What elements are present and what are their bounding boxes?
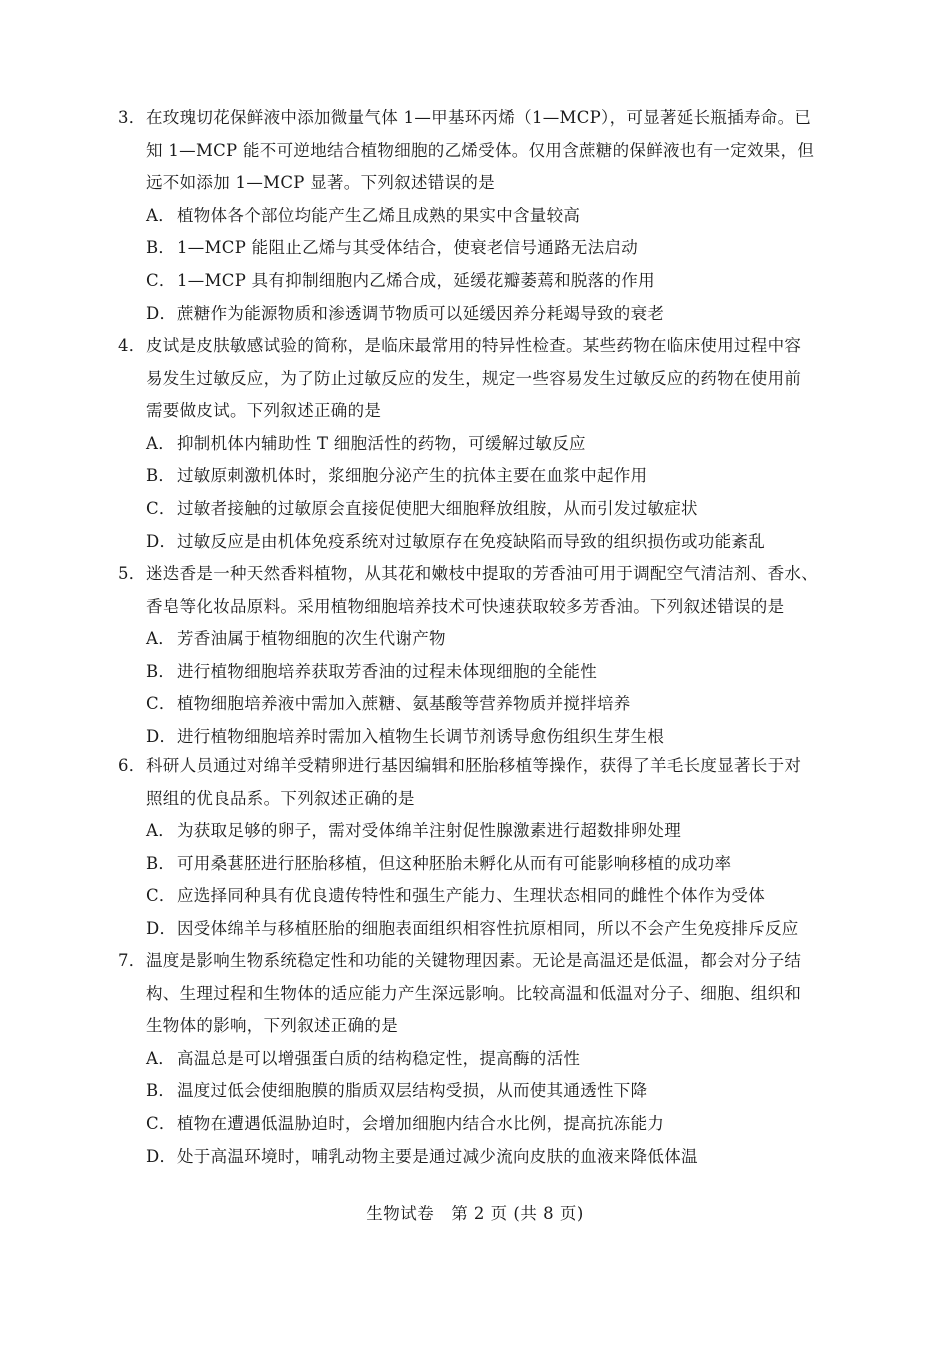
option-label: D． — [146, 918, 177, 938]
question-stem-line: 生物体的影响，下列叙述正确的是 — [146, 1016, 398, 1036]
option-label: A． — [146, 629, 176, 649]
option-label: C． — [146, 270, 176, 290]
option-text: 过敏原刺激机体时，浆细胞分泌产生的抗体主要在血浆中起作用 — [177, 466, 648, 486]
page-footer: 生物试卷 第 2 页 (共 8 页) — [366, 1204, 584, 1223]
option-text: 为获取足够的卵子，需对受体绵羊注射促性腺激素进行超数排卵处理 — [177, 821, 681, 841]
option-a — [118, 428, 838, 461]
option-label: C． — [146, 886, 176, 906]
stem-text: 科研人员通过对绵羊受精卵进行基因编辑和胚胎移植等操作，获得了羊毛长度显著长于对 — [146, 756, 802, 775]
option-b — [118, 656, 838, 689]
option-text: 过敏者接触的过敏原会直接促使肥大细胞释放组胺，从而引发过敏症状 — [177, 498, 698, 518]
option-label: A． — [146, 205, 176, 225]
option-a — [118, 815, 838, 848]
option-c — [118, 1108, 838, 1141]
option-text: 因受体绵羊与移植胚胎的细胞表面组织相容性抗原相同，所以不会产生免疫排斥反应 — [177, 918, 799, 938]
question-3 — [118, 102, 838, 330]
option-label: B． — [146, 238, 176, 258]
question-4 — [118, 330, 838, 558]
option-label: B． — [146, 1081, 176, 1101]
question-stem-line — [118, 750, 838, 783]
option-label: C． — [146, 498, 176, 518]
question-stem-line — [118, 102, 838, 135]
question-6 — [118, 750, 838, 946]
option-d — [118, 721, 838, 754]
option-label: B． — [146, 661, 176, 681]
option-text: 蔗糖作为能源物质和渗透调节物质可以延缓因养分耗竭导致的衰老 — [177, 303, 665, 323]
option-label: D． — [146, 1146, 177, 1166]
option-text: 过敏反应是由机体免疫系统对过敏原存在免疫缺陷而导致的组织损伤或功能紊乱 — [177, 531, 765, 551]
option-label: C． — [146, 1113, 176, 1133]
option-b — [118, 460, 838, 493]
option-text: 应选择同种具有优良遗传特性和强生产能力、生理状态相同的雌性个体作为受体 — [177, 886, 765, 906]
question-stem-line: 知 1—MCP 能不可逆地结合植物细胞的乙烯受体。仅用含蔗糖的保鲜液也有一定效果，但 — [146, 140, 815, 160]
question-stem-line: 远不如添加 1—MCP 显著。下列叙述错误的是 — [146, 173, 496, 193]
option-label: A． — [146, 821, 176, 841]
question-stem-line — [118, 558, 838, 591]
question-number: 4． — [118, 336, 146, 355]
option-text: 1—MCP 能阻止乙烯与其受体结合，使衰老信号通路无法启动 — [177, 238, 639, 258]
question-5 — [118, 558, 838, 754]
option-b — [118, 232, 838, 265]
option-b — [118, 1075, 838, 1108]
option-text: 温度过低会使细胞膜的脂质双层结构受损，从而使其通透性下降 — [177, 1081, 648, 1101]
option-c — [118, 493, 838, 526]
option-c — [118, 880, 838, 913]
question-stem-line: 香皂等化妆品原料。采用植物细胞培养技术可快速获取较多芳香油。下列叙述错误的是 — [146, 596, 785, 616]
option-text: 处于高温环境时，哺乳动物主要是通过减少流向皮肤的血液来降低体温 — [177, 1146, 698, 1166]
option-label: C． — [146, 694, 176, 714]
option-text: 植物在遭遇低温胁迫时，会增加细胞内结合水比例，提高抗冻能力 — [177, 1113, 665, 1133]
option-text: 植物细胞培养液中需加入蔗糖、氨基酸等营养物质并搅拌培养 — [177, 694, 631, 714]
option-b — [118, 848, 838, 881]
option-text: 高温总是可以增强蛋白质的结构稳定性，提高酶的活性 — [177, 1048, 581, 1068]
option-label: A． — [146, 1048, 176, 1068]
question-stem-line: 照组的优良品系。下列叙述正确的是 — [146, 788, 415, 808]
stem-text: 皮试是皮肤敏感试验的简称，是临床最常用的特异性检查。某些药物在临床使用过程中容 — [146, 336, 802, 355]
option-a — [118, 623, 838, 656]
option-text: 植物体各个部位均能产生乙烯且成熟的果实中含量较高 — [177, 205, 581, 225]
question-number: 6． — [118, 756, 146, 775]
question-number: 5． — [118, 564, 146, 583]
question-number: 3． — [118, 108, 146, 127]
question-stem-line: 构、生理过程和生物体的适应能力产生深远影响。比较高温和低温对分子、细胞、组织和 — [146, 983, 802, 1003]
option-label: D． — [146, 726, 177, 746]
stem-text: 在玫瑰切花保鲜液中添加微量气体 1—甲基环丙烯（1—MCP），可显著延长瓶插寿命。已 — [146, 108, 812, 127]
option-d — [118, 1141, 838, 1174]
question-stem-line: 需要做皮试。下列叙述正确的是 — [146, 401, 382, 421]
option-text: 1—MCP 具有抑制细胞内乙烯合成，延缓花瓣萎蔫和脱落的作用 — [177, 270, 655, 290]
option-text: 可用桑葚胚进行胚胎移植，但这种胚胎未孵化从而有可能影响移植的成功率 — [177, 853, 732, 873]
option-d — [118, 526, 838, 559]
question-number: 7． — [118, 951, 146, 970]
option-text: 进行植物细胞培养时需加入植物生长调节剂诱导愈伤组织生芽生根 — [177, 726, 665, 746]
question-stem-line: 易发生过敏反应，为了防止过敏反应的发生，规定一些容易发生过敏反应的药物在使用前 — [146, 368, 802, 388]
option-a — [118, 1043, 838, 1076]
question-stem-line — [118, 330, 838, 363]
question-7 — [118, 945, 838, 1173]
option-label: D． — [146, 303, 177, 323]
question-stem-line — [118, 945, 838, 978]
option-text: 进行植物细胞培养获取芳香油的过程未体现细胞的全能性 — [177, 661, 597, 681]
option-label: B． — [146, 853, 176, 873]
option-c — [118, 265, 838, 298]
option-label: B． — [146, 466, 176, 486]
option-text: 抑制机体内辅助性 T 细胞活性的药物，可缓解过敏反应 — [177, 433, 586, 453]
option-label: D． — [146, 531, 177, 551]
option-label: A． — [146, 433, 176, 453]
option-d — [118, 913, 838, 946]
option-a — [118, 200, 838, 233]
option-d — [118, 298, 838, 331]
option-c — [118, 688, 838, 721]
option-text: 芳香油属于植物细胞的次生代谢产物 — [177, 629, 446, 649]
stem-text: 迷迭香是一种天然香料植物，从其花和嫩枝中提取的芳香油可用于调配空气清洁剂、香水、 — [146, 564, 818, 583]
stem-text: 温度是影响生物系统稳定性和功能的关键物理因素。无论是高温还是低温，都会对分子结 — [146, 951, 802, 970]
